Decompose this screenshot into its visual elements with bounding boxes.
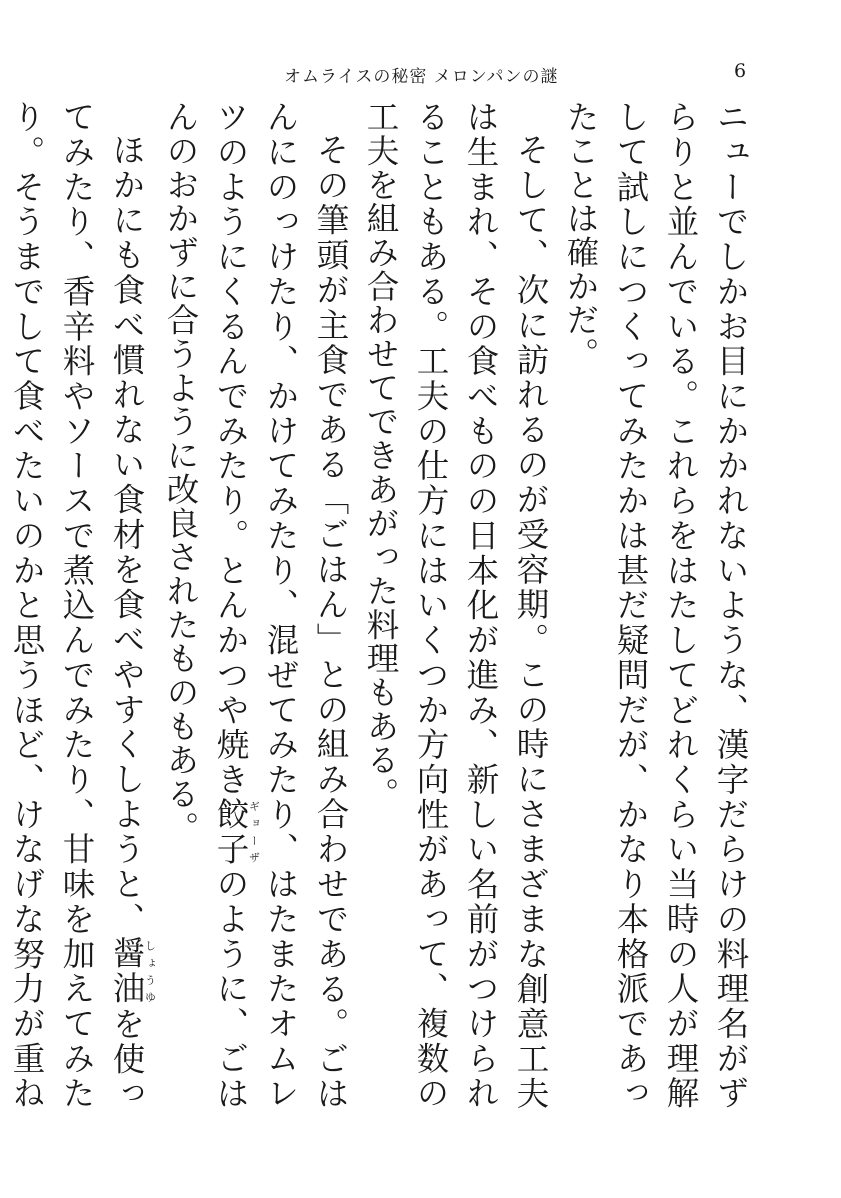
body-text (8, 100, 756, 1111)
ruby-annotation (108, 936, 157, 1007)
running-title: オムライスの秘密 メロンパンの謎 (284, 67, 559, 87)
text-run: ほかにも食べ慣れない食材を食べやすくしようと、 (108, 132, 146, 937)
ruby-reading: しょうゆ (143, 936, 157, 1006)
paragraph (556, 100, 756, 1110)
paragraph (0, 100, 156, 1110)
ruby-base: 醤油 (108, 936, 146, 1007)
ruby-base: 餃子 (212, 797, 250, 867)
ruby-annotation (212, 797, 261, 867)
text-run: を使ってみたり、香辛料やソースで煮込んでみたり、甘味を加えてみたり。そうまでして食べたいのかと思うほど、けなげな努力が重ね (8, 100, 146, 1110)
paragraph (356, 100, 556, 1110)
text-run: その筆頭が主食である「ごはん」との組み合わせである。ごはんにのっけたり、かけてみたり、混ぜてみたり、はたまたオムレツのようにくるんでみたり。とんかつや焼き (212, 100, 350, 1110)
text-run: のように、ごはんのおかずに合うように改良されたものもある。 (162, 100, 250, 1111)
page-number: 6 (734, 60, 747, 82)
text-run: ニューでしかお目にかかれないような、漢字だらけの料理名がずらりと並んでいる。これらをはたしてどれくらい当時の人が理解して試しにつくってみたかは甚だ疑問だが、かなり本格派であったことは確かだ。 (562, 100, 750, 1110)
text-run: そして、次に訪れるのが受容期。この時にさまざまな創意工夫は生まれ、その食べものの日本化が進み、新しい名前がつけられることもある。工夫の仕方にはいくつか方向性があって、複数の工夫を組み合わせてできあがった料理もある。 (362, 100, 550, 1110)
paragraph (156, 100, 356, 1110)
ruby-reading: ギョーザ (247, 797, 261, 866)
page-header (0, 62, 841, 90)
